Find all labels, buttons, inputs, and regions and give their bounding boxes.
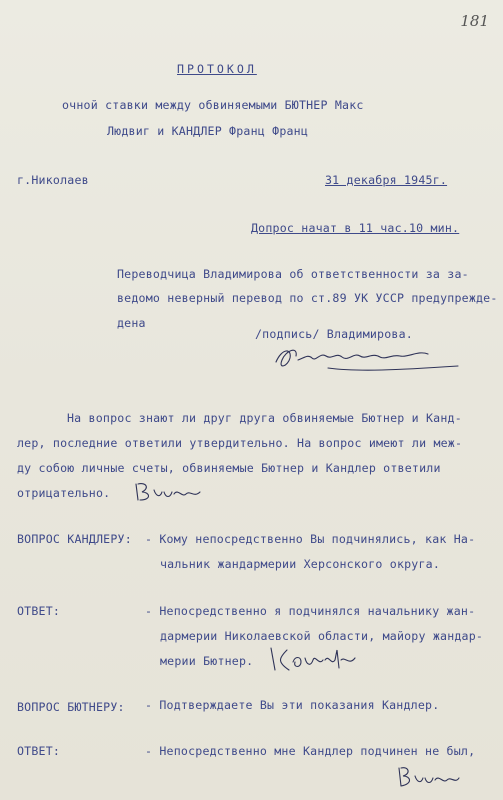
paragraph-1-line-4: отрицательно. — [17, 486, 111, 500]
question-1-line-2: чальник жандармерии Херсонского округа. — [160, 557, 441, 571]
answer-1-line-1: - Непосредственно я подчинялся начальнику жан- — [145, 604, 476, 618]
answer-1-label: ОТВЕТ: — [17, 604, 61, 618]
interrogation-start-time: Допрос начат в 11 час.10 мин. — [251, 221, 460, 235]
paragraph-1-line-2: лер, последние ответили утвердительно. На вопрос имеют ли меж- — [17, 436, 463, 450]
interpreter-line-1: Переводчица Владимирова об ответственности за за- — [117, 267, 469, 281]
butner-signature-1 — [130, 478, 210, 506]
kandler-signature — [265, 644, 365, 674]
butner-signature-2 — [393, 764, 463, 790]
page-number: 181 — [460, 12, 489, 30]
answer-2-label: ОТВЕТ: — [17, 744, 61, 758]
question-1-label: ВОПРОС КАНДЛЕРУ: — [17, 532, 132, 546]
question-2-label: ВОПРОС БЮТНЕРУ: — [17, 700, 125, 714]
paragraph-1-line-1: На вопрос знают ли друг друга обвиняемые Бютнер и Канд- — [67, 411, 462, 425]
subtitle-line-1: очной ставки между обвиняемыми БЮТНЕР Макс — [62, 98, 364, 112]
paragraph-1-line-3: ду собою личные счеты, обвиняемые Бютнер и Кандлер ответили — [17, 461, 441, 475]
interpreter-signature-text: /подпись/ Владимирова. — [255, 327, 413, 341]
interpreter-line-2: ведомо неверный перевод по ст.89 УК УССР предупрежде- — [117, 291, 498, 305]
interpreter-line-3: дена — [117, 316, 146, 330]
question-1-line-1: - Кому непосредственно Вы подчинялись, как На- — [145, 532, 476, 546]
place: г.Николаев — [17, 173, 89, 187]
answer-2-line-1: - Непосредственно мне Кандлер подчинен не был, — [145, 744, 476, 758]
subtitle-line-2: Людвиг и КАНДЛЕР Франц Франц — [107, 124, 309, 138]
document-title: ПРОТОКОЛ — [177, 62, 257, 76]
question-2-line-1: - Подтверждаете Вы эти показания Кандлер. — [145, 698, 440, 712]
answer-1-line-3: мерии Бютнер. — [160, 654, 254, 668]
answer-1-line-2: дармерии Николаевской области, майору жандар- — [160, 629, 484, 643]
date: 31 декабря 1945г. — [325, 173, 448, 187]
interpreter-signature — [268, 340, 468, 380]
